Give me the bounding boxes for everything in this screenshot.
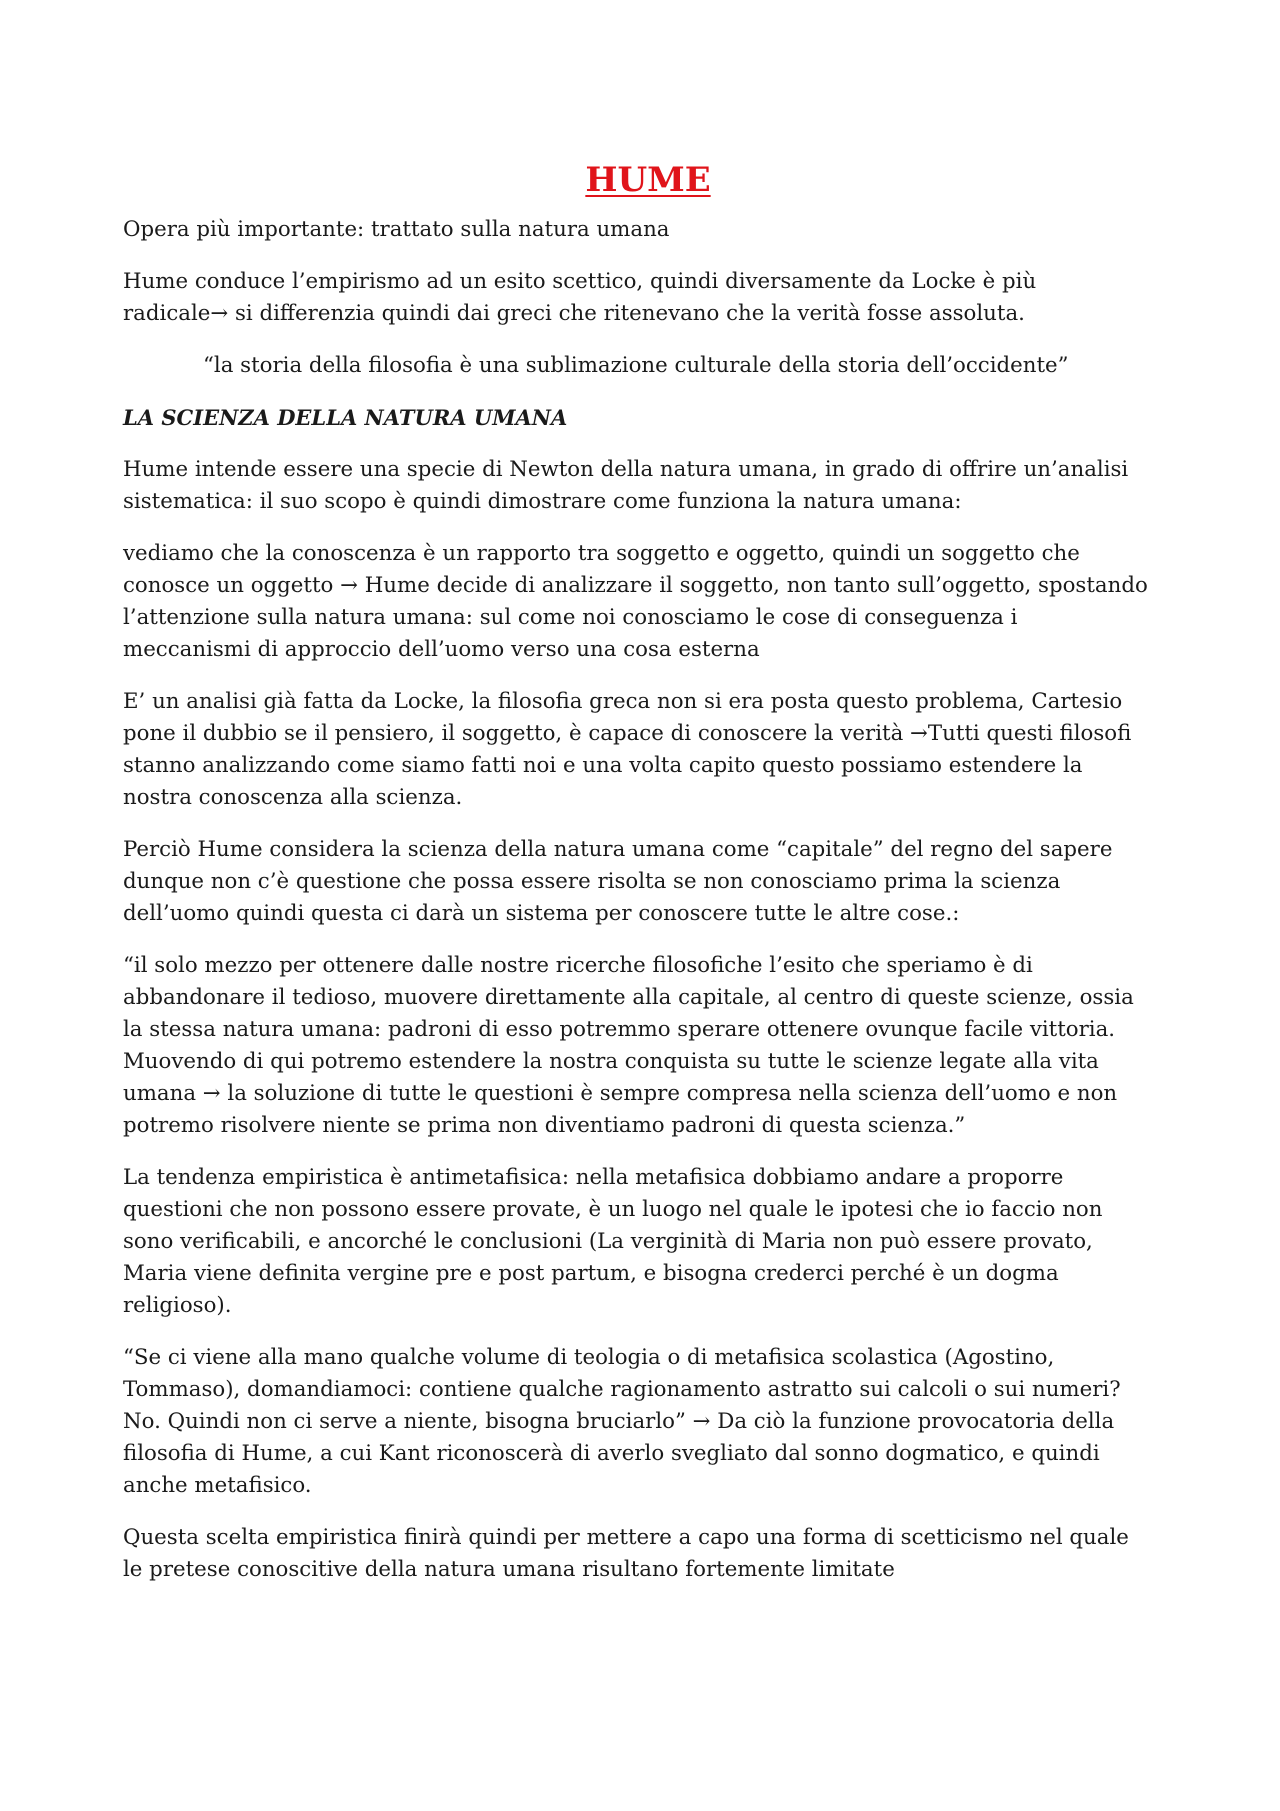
- text-line: radicale→ si differenzia quindi dai greci che ritenevano che la verità fosse assoluta.: [123, 301, 1025, 326]
- document-title: HUME: [585, 160, 711, 200]
- text-line: “Se ci viene alla mano qualche volume di teologia o di metafisica scolastica (Agostino,: [123, 1345, 1055, 1370]
- paragraph: [123, 834, 1173, 930]
- text-line: questioni che non possono essere provate, è un luogo nel quale le ipotesi che io faccio non: [123, 1197, 1103, 1222]
- text-line: religioso).: [123, 1293, 232, 1318]
- text-line: La tendenza empiristica è antimetafisica: nella metafisica dobbiamo andare a proporre: [123, 1165, 1064, 1190]
- text-line: vediamo che la conoscenza è un rapporto tra soggetto e oggetto, quindi un soggetto che: [123, 541, 1080, 566]
- paragraph: [123, 266, 1173, 330]
- text-line: Hume conduce l’empirismo ad un esito scettico, quindi diversamente da Locke è più: [123, 269, 1037, 294]
- paragraph: [123, 214, 1173, 246]
- text-line: stanno analizzando come siamo fatti noi e una volta capito questo possiamo estendere la: [123, 753, 1083, 778]
- text-line: No. Quindi non ci serve a niente, bisogna bruciarlo” → Da ciò la funzione provocatoria della: [123, 1409, 1115, 1434]
- text-line: dunque non c’è questione che possa essere risolta se non conosciamo prima la scienza: [123, 869, 1061, 894]
- section-heading: [123, 402, 1173, 434]
- text-line: l’attenzione sulla natura umana: sul come noi conosciamo le cose di conseguenza i: [123, 605, 1018, 630]
- paragraph: [123, 1162, 1173, 1322]
- text-line: Maria viene definita vergine pre e post partum, e bisogna crederci perché è un dogma: [123, 1261, 1059, 1286]
- text-line: Tommaso), domandiamoci: contiene qualche ragionamento astratto sui calcoli o sui numeri?: [123, 1377, 1121, 1402]
- paragraph: [123, 538, 1173, 666]
- paragraph: [123, 1522, 1173, 1586]
- text-line: nostra conoscenza alla scienza.: [123, 785, 463, 810]
- paragraph: [123, 1342, 1173, 1502]
- paragraph: [123, 950, 1173, 1142]
- text-line: E’ un analisi già fatta da Locke, la filosofia greca non si era posta questo problema, Cartesio: [123, 689, 1123, 714]
- text-line: potremo risolvere niente se prima non diventiamo padroni di questa scienza.”: [123, 1113, 966, 1138]
- text-line: “la storia della filosofia è una sublimazione culturale della storia dell’occidente”: [203, 353, 1069, 378]
- text-line: Questa scelta empiristica finirà quindi per mettere a capo una forma di scetticismo nel quale: [123, 1525, 1129, 1550]
- text-line: umana → la soluzione di tutte le questioni è sempre compresa nella scienza dell’uomo e non: [123, 1081, 1118, 1106]
- text-line: Hume intende essere una specie di Newton della natura umana, in grado di offrire un’analisi: [123, 457, 1129, 482]
- document-page: [123, 150, 1173, 1606]
- text-line: LA SCIENZA DELLA NATURA UMANA: [123, 405, 568, 430]
- text-line: la stessa natura umana: padroni di esso potremmo sperare ottenere ovunque facile vittoria.: [123, 1017, 1116, 1042]
- block-quote: [123, 350, 1173, 382]
- text-line: anche metafisico.: [123, 1473, 312, 1498]
- text-line: meccanismi di approccio dell’uomo verso una cosa esterna: [123, 637, 760, 662]
- paragraph: [123, 454, 1173, 518]
- text-line: Muovendo di qui potremo estendere la nostra conquista su tutte le scienze legate alla vita: [123, 1049, 1099, 1074]
- text-line: conosce un oggetto → Hume decide di analizzare il soggetto, non tanto sull’oggetto, spostando: [123, 573, 1148, 598]
- text-line: pone il dubbio se il pensiero, il soggetto, è capace di conoscere la verità →Tutti questi filosofi: [123, 721, 1132, 746]
- text-line: le pretese conoscitive della natura umana risultano fortemente limitate: [123, 1557, 895, 1582]
- paragraph: [123, 686, 1173, 814]
- text-line: Opera più importante: trattato sulla natura umana: [123, 217, 670, 242]
- text-line: “il solo mezzo per ottenere dalle nostre ricerche filosofiche l’esito che speriamo è di: [123, 953, 1033, 978]
- text-line: sistematica: il suo scopo è quindi dimostrare come funziona la natura umana:: [123, 489, 962, 514]
- text-line: Perciò Hume considera la scienza della natura umana come “capitale” del regno del sapere: [123, 837, 1113, 862]
- text-line: filosofia di Hume, a cui Kant riconoscerà di averlo svegliato dal sonno dogmatico, e quindi: [123, 1441, 1100, 1466]
- text-line: sono verificabili, e ancorché le conclusioni (La verginità di Maria non può essere provato,: [123, 1229, 1093, 1254]
- document-body: [123, 214, 1173, 1586]
- text-line: dell’uomo quindi questa ci darà un sistema per conoscere tutte le altre cose.:: [123, 901, 960, 926]
- text-line: abbandonare il tedioso, muovere direttamente alla capitale, al centro di queste scienze, ossia: [123, 985, 1134, 1010]
